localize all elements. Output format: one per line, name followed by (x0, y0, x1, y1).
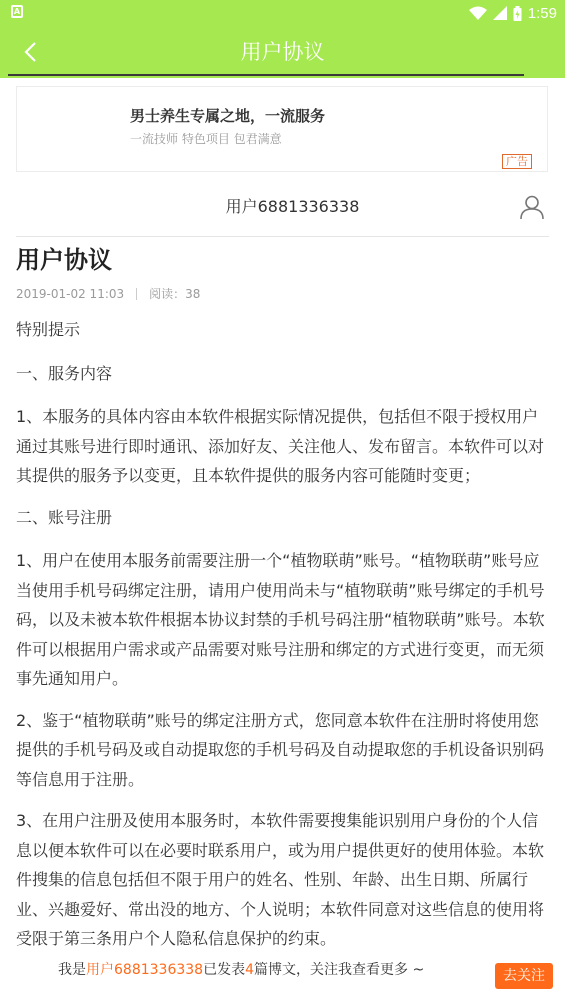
title-bar (0, 26, 565, 78)
wifi-icon (469, 6, 487, 20)
user-icon[interactable] (519, 194, 545, 220)
article-meta (16, 285, 200, 302)
follow-suffix: 篇博文，关注我查看更多 ~ (254, 962, 425, 978)
ad-badge: 广告 (502, 154, 532, 169)
paragraph: 一、服务内容 (16, 363, 113, 383)
follow-prefix: 我是 (58, 962, 86, 978)
follow-button[interactable]: 去关注 (495, 963, 553, 989)
paragraph: 特别提示 (16, 320, 81, 339)
divider (16, 236, 549, 237)
ad-title: 男士养生专属之地，一流服务 (130, 107, 326, 125)
follow-count: 4 (245, 962, 254, 978)
page-title: 用户协议 (240, 40, 325, 64)
signal-icon (493, 6, 507, 20)
follow-bar (0, 952, 565, 1005)
follow-text (58, 959, 424, 979)
title-underline (8, 74, 524, 76)
follow-user[interactable]: 用户6881336338 (86, 962, 204, 978)
status-time: 1:59 (527, 4, 557, 22)
article-title: 用户协议 (16, 246, 112, 274)
paragraph: 1、用户在使用本服务前需要注册一个“植物联萌”账号。“植物联萌”账号应当使用手机号码绑定注册，请用户使用尚未与“植物联萌”账号绑定的手机号码，以及未被本软件根据本协议封禁的手机号码注册“植物联萌”账号。本软件可以根据用户需求或产品需要对账号注册和绑定的方式进行变更，而无须事先通知用户。 (16, 551, 545, 688)
notification-a-icon: A (11, 5, 23, 18)
ad-banner[interactable] (16, 86, 548, 172)
article-content (16, 315, 550, 966)
ad-subtitle: 一流技师 特色项目 包君满意 (130, 132, 282, 146)
follow-middle: 已发表 (203, 962, 246, 978)
article-date: 2019-01-02 11:03 (16, 286, 125, 301)
paragraph: 二、账号注册 (16, 507, 113, 527)
meta-separator (136, 288, 137, 300)
author-name[interactable]: 用户6881336338 (225, 197, 360, 216)
battery-icon (513, 6, 522, 21)
paragraph: 2、鉴于“植物联萌”账号的绑定注册方式，您同意本软件在注册时将使用您提供的手机号码及或自动提取您的手机号码及自动提取您的手机设备识别码等信息用于注册。 (16, 710, 545, 789)
status-icons (469, 2, 557, 24)
paragraph: 3、在用户注册及使用本服务时，本软件需要搜集能识别用户身份的个人信息以便本软件可以在必要时联系用户，或为用户提供更好的使用体验。本软件搜集的信息包括但不限于用户的姓名、性别、年龄、出生日期、所属行业、兴趣爱好、常出没的地方、个人说明；本软件同意对这些信息的使用将受限于第三条用户个人隐私信息保护的约束。 (16, 811, 545, 948)
author-row (0, 180, 565, 236)
article-reads: 阅读：38 (149, 287, 201, 301)
status-bar (0, 0, 565, 26)
paragraph: 1、本服务的具体内容由本软件根据实际情况提供，包括但不限于授权用户通过其账号进行即时通讯、添加好友、关注他人、发布留言。本软件可以对其提供的服务予以变更，且本软件提供的服务内容可能随时变更； (16, 407, 545, 485)
